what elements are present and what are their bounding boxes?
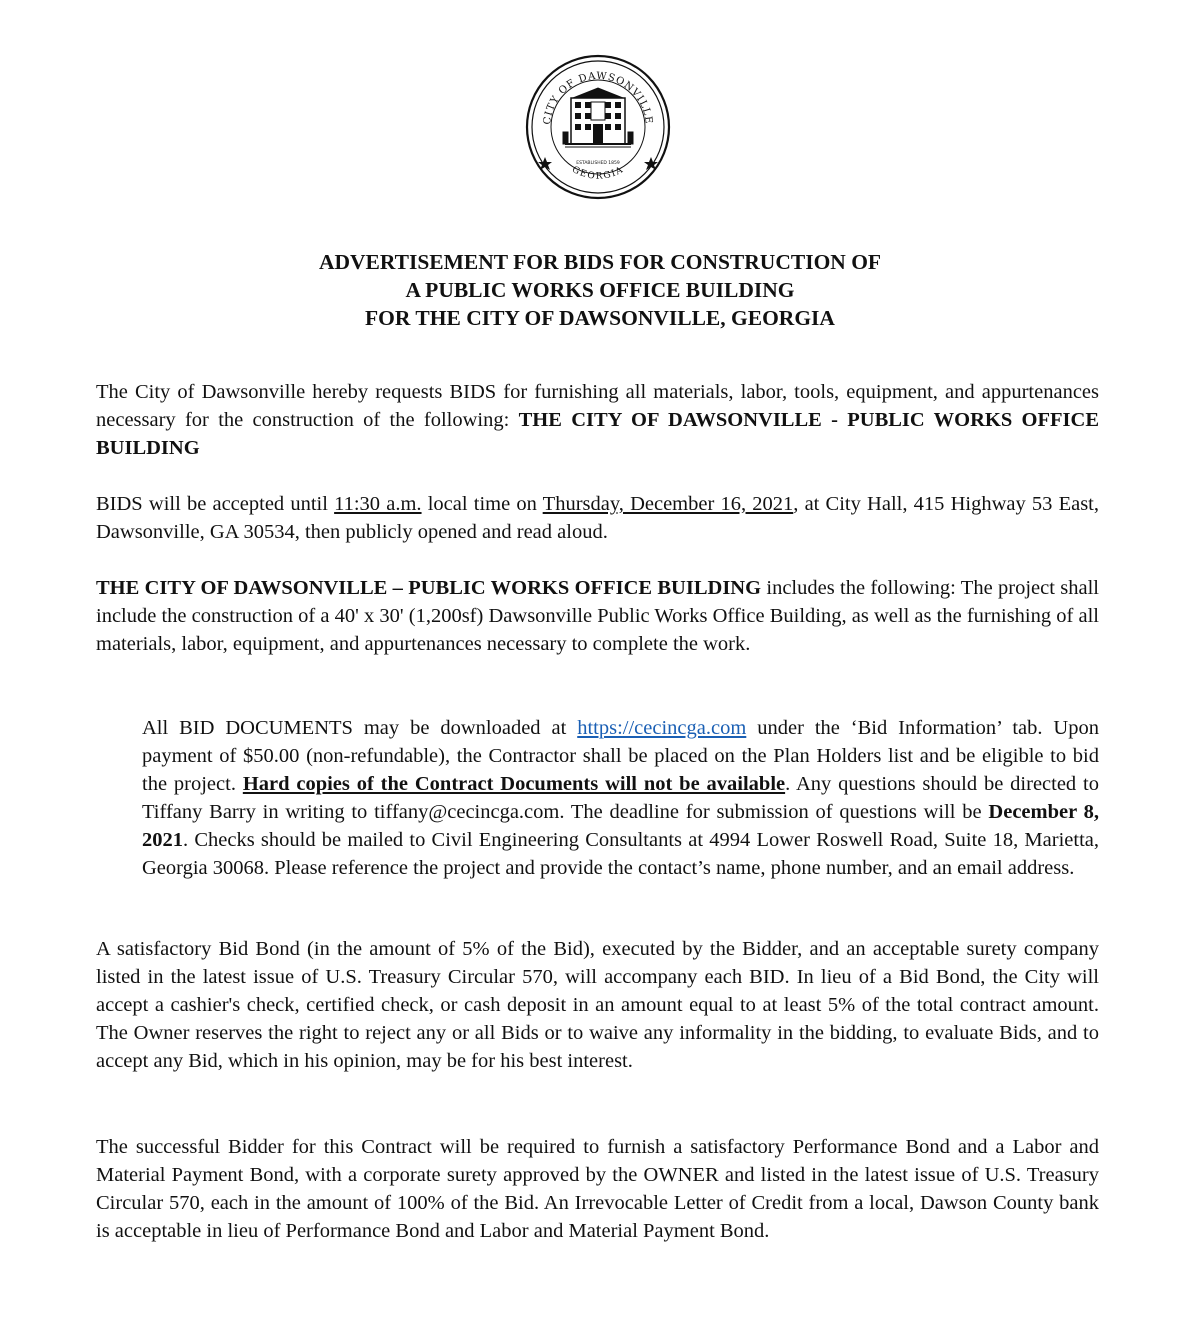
- paragraph-bid-bond: [96, 935, 1099, 1075]
- p6-text: The successful Bidder for this Contract will be required to furnish a satisfactory Performance Bond and a Labor and Material Payment Bond, with a corporate surety approved by the OWNER and listed in the latest issue of U.S. Treasury Circular 570, each in the amount of 100% of the Bid. An Irrevocable Letter of Credit from a local, Dawson County bank is acceptable in lieu of Performance Bond and Labor and Material Payment Bond.: [96, 1136, 1099, 1242]
- questions-deadline: December 8, 2021: [142, 801, 1099, 851]
- p4-text-3: . Any questions should be directed to Tiffany Barry in writing to tiffany@cecincga.com. The deadline for submission of questions will be: [142, 773, 1099, 823]
- paragraph-request-bids: [96, 378, 1099, 462]
- paragraph-bid-documents: [142, 714, 1099, 882]
- svg-text:GEORGIA: [570, 165, 626, 182]
- paragraph-project-scope: [96, 574, 1099, 658]
- p4-text-2: under the ‘Bid Information’ tab. Upon payment of $50.00 (non-refundable), the Contractor shall be placed on the Plan Holders list and be eligible to bid the project.: [142, 717, 1099, 795]
- p3-text: includes the following: The project shall include the construction of a 40' x 30' (1,200sf) Dawsonville Public Works Office Building, as well as the furnishing of all materials, labor, equipment, and appurtenances necessary to complete the work.: [96, 577, 1099, 655]
- p4-text-4: . Checks should be mailed to Civil Engineering Consultants at 4994 Lower Roswell Road, Suite 18, Marietta, Georgia 30068. Please reference the project and provide the contact’s name, phone number, and an email address.: [142, 829, 1099, 879]
- p2-text-3: , at City Hall, 415 Highway 53 East, Dawsonville, GA 30534, then publicly opened and read aloud.: [96, 493, 1100, 543]
- document-title: [0, 248, 1200, 332]
- title-line-1: ADVERTISEMENT FOR BIDS FOR CONSTRUCTION OF: [318, 250, 882, 274]
- seal-top-text: CITY OF DAWSONVILLE: [541, 70, 655, 126]
- seal-bottom-text: GEORGIA: [570, 164, 626, 182]
- p1-text: The City of Dawsonville hereby requests BIDS for furnishing all materials, labor, tools, equipment, and appurtenances necessary for the construction of the following:: [96, 381, 1099, 431]
- p1-project-name: THE CITY OF DAWSONVILLE - PUBLIC WORKS OFFICE BUILDING: [96, 409, 1099, 459]
- seal-established-text: ESTABLISHED 1859: [576, 161, 620, 166]
- city-hall-building-icon: [563, 88, 633, 147]
- title-line-2: A PUBLIC WORKS OFFICE BUILDING: [405, 278, 795, 302]
- city-seal-logo: [525, 52, 671, 202]
- bid-documents-link[interactable]: https://cecincga.com: [577, 717, 747, 739]
- p5-text: A satisfactory Bid Bond (in the amount of 5% of the Bid), executed by the Bidder, and an acceptable surety company listed in the latest issue of U.S. Treasury Circular 570, will accompany each BID. In lieu of a Bid Bond, the City will accept a cashier's check, certified check, or cash deposit in an amount equal to at least 5% of the total contract amount. The Owner reserves the right to reject any or all Bids or to waive any informality in the bidding, to evaluate Bids, and to accept any Bid, which in his opinion, may be for his best interest.: [96, 938, 1099, 1072]
- bid-time: 11:30 a.m.: [334, 493, 422, 515]
- bid-date: Thursday, December 16, 2021: [542, 493, 794, 515]
- p3-project-name: THE CITY OF DAWSONVILLE – PUBLIC WORKS OFFICE BUILDING: [96, 577, 762, 599]
- title-line-3: FOR THE CITY OF DAWSONVILLE, GEORGIA: [365, 306, 835, 330]
- hard-copies-notice: Hard copies of the Contract Documents will not be available: [242, 773, 786, 795]
- p2-text-1: BIDS will be accepted until: [96, 493, 335, 515]
- p2-text-2: local time on: [421, 493, 543, 515]
- paragraph-bid-deadline: [96, 490, 1099, 546]
- p4-text-1: All BID DOCUMENTS may be downloaded at: [142, 717, 578, 739]
- paragraph-performance-bond: [96, 1133, 1099, 1245]
